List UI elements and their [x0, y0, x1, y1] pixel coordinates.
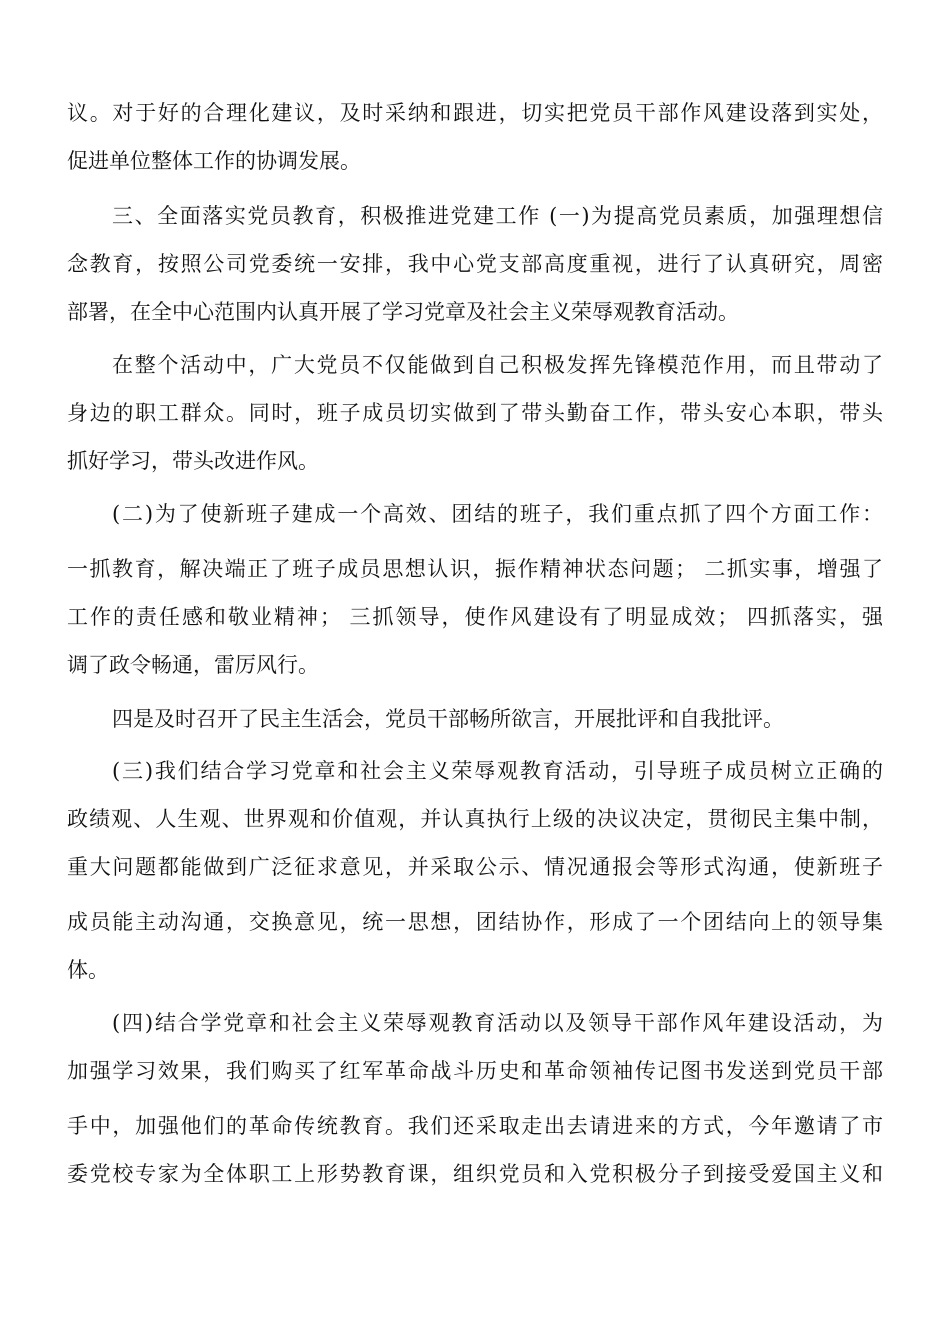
- text-line: 工作的责任感和敬业精神； 三抓领导，使作风建设有了明显成效； 四抓落实，强: [67, 605, 883, 629]
- text-line: 抓好学习，带头改进作风。: [67, 449, 319, 473]
- text-line: 手中，加强他们的革命传统教育。我们还采取走出去请进来的方式，今年邀请了市: [67, 1114, 883, 1138]
- text-line: 念教育，按照公司党委统一安排，我中心党支部高度重视，进行了认真研究，周密: [67, 252, 883, 276]
- text-line: 体。: [67, 958, 109, 982]
- text-line: 调了政令畅通，雷厉风行。: [67, 653, 319, 677]
- text-line: (三)我们结合学习党章和社会主义荣辱观教育活动，引导班子成员树立正确的: [112, 759, 883, 783]
- text-line: 委党校专家为全体职工上形势教育课，组织党员和入党积极分子到接受爱国主义和: [67, 1162, 883, 1186]
- text-line: 四是及时召开了民主生活会，党员干部畅所欲言，开展批评和自我批评。: [112, 707, 784, 731]
- text-line: 重大问题都能做到广泛征求意见，并采取公示、情况通报会等形式沟通，使新班子: [67, 855, 883, 879]
- text-line: 部署，在全中心范围内认真开展了学习党章及社会主义荣辱观教育活动。: [67, 300, 739, 324]
- text-line: 促进单位整体工作的协调发展。: [67, 149, 361, 173]
- text-line: 议。对于好的合理化建议，及时采纳和跟进，切实把党员干部作风建设落到实处，: [67, 101, 883, 125]
- text-line: 一抓教育，解决端正了班子成员思想认识，振作精神状态问题； 二抓实事，增强了: [67, 557, 883, 581]
- text-line: 成员能主动沟通，交换意见，统一思想，团结协作，形成了一个团结向上的领导集: [67, 910, 883, 934]
- text-line: 加强学习效果，我们购买了红军革命战斗历史和革命领袖传记图书发送到党员干部: [67, 1059, 883, 1083]
- text-line: 三、全面落实党员教育，积极推进党建工作 (一)为提高党员素质，加强理想信: [112, 204, 883, 228]
- text-line: 政绩观、人生观、世界观和价值观，并认真执行上级的决议决定，贯彻民主集中制，: [67, 807, 883, 831]
- text-line: 在整个活动中，广大党员不仅能做到自己积极发挥先锋模范作用，而且带动了: [112, 353, 883, 377]
- text-line: (二)为了使新班子建成一个高效、团结的班子，我们重点抓了四个方面工作：: [112, 502, 883, 526]
- text-line: 身边的职工群众。同时，班子成员切实做到了带头勤奋工作，带头安心本职，带头: [67, 401, 883, 425]
- text-line: (四)结合学党章和社会主义荣辱观教育活动以及领导干部作风年建设活动，为: [112, 1011, 883, 1035]
